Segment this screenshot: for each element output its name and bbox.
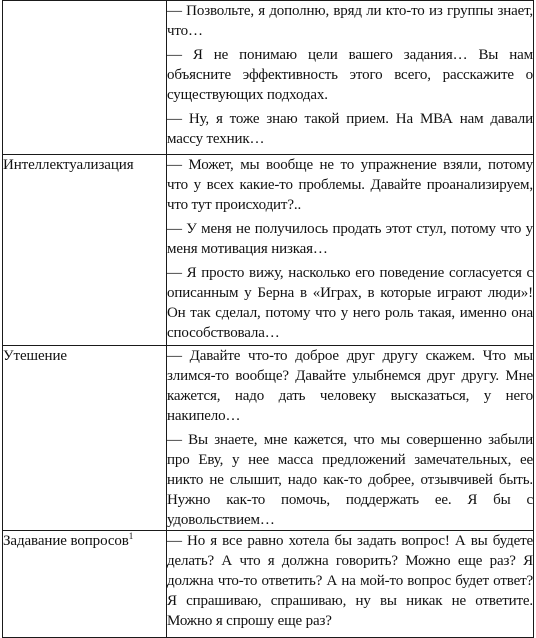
behavior-table — [2, 0, 534, 638]
table-row — [3, 531, 534, 638]
label-cell — [3, 531, 167, 638]
table-row — [3, 1, 534, 155]
dialogue-line: — Я не понимаю цели вашего задания… Вы нам объясните эффективность этого всего, расскажите о существующих подходах. — [167, 47, 533, 103]
dialogue-line: — Но я все равно хотела бы задать вопрос! А вы будете делать? А что я должна говорить? Можно еще раз? Я должна что-то ответить? А на мой-то вопрос будет ответ? Я спрашиваю, спрашиваю, ну вы никак не ответите. Можно я спрошу еще раз? — [167, 533, 533, 629]
footnote-marker: 1 — [128, 531, 134, 541]
content-cell — [167, 155, 534, 346]
label-cell — [3, 346, 167, 531]
content-cell — [167, 346, 534, 531]
row-label: Интеллектуализация — [3, 157, 134, 173]
content-cell — [167, 1, 534, 155]
row-label — [3, 533, 133, 549]
row-label-text: Задавание вопросов — [3, 533, 129, 549]
dialogue-line: — Может, мы вообще не то упражнение взяли, потому что у всех какие-то проблемы. Давайте проанализируем, что тут происходит?.. — [167, 157, 533, 213]
table-row — [3, 155, 534, 346]
dialogue-line: — Позвольте, я дополню, вряд ли кто-то из группы знает, что… — [167, 3, 533, 39]
label-cell — [3, 155, 167, 346]
label-cell — [3, 1, 167, 155]
dialogue-line: — Вы знаете, мне кажется, что мы совершенно забыли про Еву, у нее масса предложений замечательных, ее никто не слышит, надо как-то добрее, отзывчивей быть. Нужно как-то помочь, поддержать ее. Я бы с удовольствием… — [167, 432, 533, 528]
table-row — [3, 346, 534, 531]
dialogue-line: — Давайте что-то доброе друг другу скажем. Что мы злимся-то вообще? Давайте улыбнемся друг другу. Мне кажется, надо дать человеку высказаться, у него накипело… — [167, 348, 533, 424]
content-cell — [167, 531, 534, 638]
row-label: Утешение — [3, 348, 67, 364]
dialogue-line: — Ну, я тоже знаю такой прием. На МВА нам давали массу техник… — [167, 111, 533, 147]
dialogue-line: — Я просто вижу, насколько его поведение согласуется с описанным у Берна в «Играх, в которые играют люди»! Он так сделал, потому что у него роль такая, именно она способствовала… — [167, 265, 533, 341]
dialogue-line: — У меня не получилось продать этот стул, потому что у меня мотивация низкая… — [167, 221, 533, 257]
